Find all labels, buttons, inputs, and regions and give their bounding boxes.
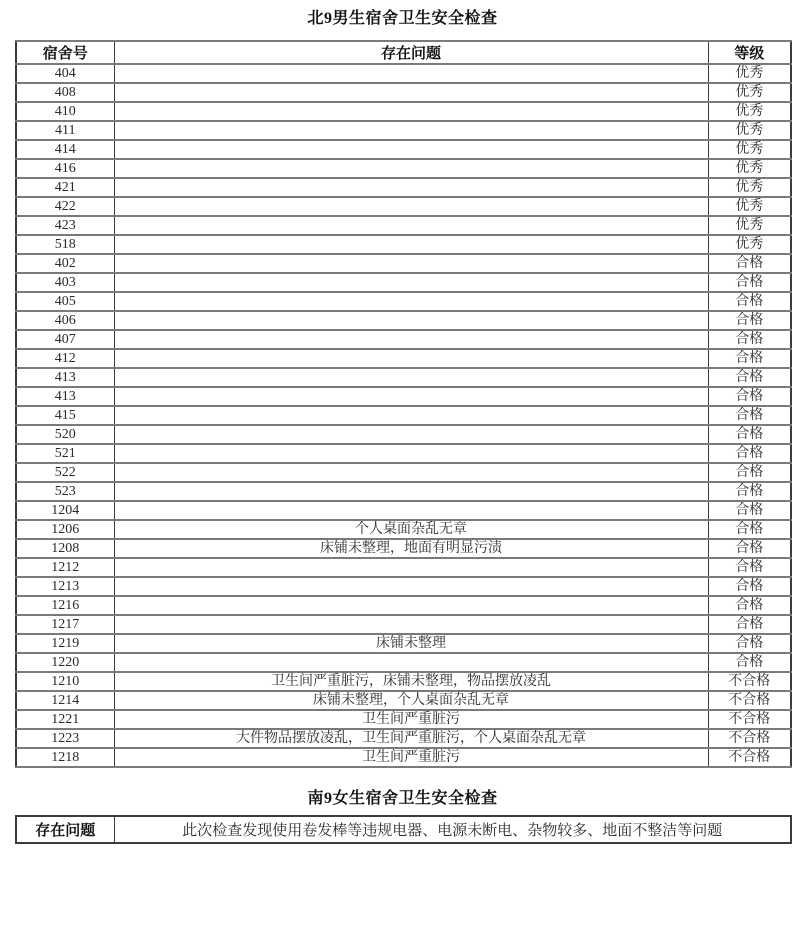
table-row: [16, 634, 791, 653]
grade-cell: 优秀: [708, 102, 791, 121]
table-row: [16, 254, 791, 273]
table-row: [16, 292, 791, 311]
grade-cell: 优秀: [708, 159, 791, 178]
grade-cell: 合格: [708, 368, 791, 387]
room-cell: 416: [16, 159, 114, 178]
problem-cell: 床铺未整理: [114, 634, 708, 653]
room-cell: 1223: [16, 729, 114, 748]
table-row: [16, 558, 791, 577]
grade-cell: 优秀: [708, 235, 791, 254]
problem-cell: [114, 577, 708, 596]
room-cell: 1214: [16, 691, 114, 710]
grade-cell: 优秀: [708, 178, 791, 197]
grade-cell: 合格: [708, 425, 791, 444]
room-cell: 521: [16, 444, 114, 463]
table-row: [16, 520, 791, 539]
grade-cell: 合格: [708, 558, 791, 577]
grade-cell: 不合格: [708, 691, 791, 710]
table-row: [16, 729, 791, 748]
problem-cell: [114, 159, 708, 178]
room-cell: 1208: [16, 539, 114, 558]
problem-cell: [114, 406, 708, 425]
grade-cell: 合格: [708, 501, 791, 520]
grade-cell: 优秀: [708, 197, 791, 216]
grade-cell: 优秀: [708, 216, 791, 235]
problem-cell: [114, 292, 708, 311]
problem-cell: [114, 83, 708, 102]
table-row: [16, 197, 791, 216]
table-row: [16, 501, 791, 520]
grade-cell: 合格: [708, 653, 791, 672]
grade-cell: 合格: [708, 577, 791, 596]
problem-cell: 个人桌面杂乱无章: [114, 520, 708, 539]
room-cell: 522: [16, 463, 114, 482]
room-cell: 1217: [16, 615, 114, 634]
table-row: [16, 216, 791, 235]
room-cell: 1206: [16, 520, 114, 539]
table-row: [16, 748, 791, 767]
table-row: [16, 178, 791, 197]
problem-cell: [114, 140, 708, 159]
table-row: [16, 140, 791, 159]
grade-cell: 合格: [708, 330, 791, 349]
column-header-room: 宿舍号: [16, 41, 114, 64]
problem-cell: [114, 235, 708, 254]
table-row: [16, 235, 791, 254]
grade-cell: 合格: [708, 615, 791, 634]
room-cell: 403: [16, 273, 114, 292]
room-cell: 402: [16, 254, 114, 273]
table-row: [16, 330, 791, 349]
grade-cell: 合格: [708, 349, 791, 368]
problem-cell: [114, 216, 708, 235]
problem-cell: [114, 64, 708, 83]
grade-cell: 合格: [708, 520, 791, 539]
room-cell: 421: [16, 178, 114, 197]
problem-cell: 卫生间严重脏污: [114, 748, 708, 767]
table-row: [16, 64, 791, 83]
room-cell: 1220: [16, 653, 114, 672]
room-cell: 520: [16, 425, 114, 444]
table-row: [16, 691, 791, 710]
grade-cell: 合格: [708, 273, 791, 292]
table-row: [16, 425, 791, 444]
table-row: [16, 463, 791, 482]
problem-cell: [114, 197, 708, 216]
problem-cell: [114, 425, 708, 444]
grade-cell: 不合格: [708, 748, 791, 767]
room-cell: 415: [16, 406, 114, 425]
problem-cell: [114, 273, 708, 292]
room-cell: 422: [16, 197, 114, 216]
room-cell: 1210: [16, 672, 114, 691]
grade-cell: 优秀: [708, 64, 791, 83]
room-cell: 414: [16, 140, 114, 159]
room-cell: 523: [16, 482, 114, 501]
table-row: [16, 444, 791, 463]
north-inspection-table: [15, 40, 792, 768]
room-cell: 406: [16, 311, 114, 330]
grade-cell: 合格: [708, 539, 791, 558]
room-cell: 405: [16, 292, 114, 311]
grade-cell: 不合格: [708, 672, 791, 691]
table-row: [16, 539, 791, 558]
south-summary-table: [15, 815, 792, 844]
problem-cell: 卫生间严重脏污: [114, 710, 708, 729]
summary-content: 此次检查发现使用卷发棒等违规电器、电源未断电、杂物较多、地面不整洁等问题: [114, 816, 791, 843]
table-row: [16, 577, 791, 596]
problem-cell: [114, 349, 708, 368]
grade-cell: 合格: [708, 292, 791, 311]
problem-cell: [114, 102, 708, 121]
grade-cell: 合格: [708, 634, 791, 653]
table-row: [16, 672, 791, 691]
grade-cell: 合格: [708, 311, 791, 330]
room-cell: 1204: [16, 501, 114, 520]
table-row: [16, 387, 791, 406]
problem-cell: [114, 482, 708, 501]
column-header-problem: 存在问题: [114, 41, 708, 64]
problem-cell: [114, 121, 708, 140]
problem-cell: [114, 596, 708, 615]
grade-cell: 合格: [708, 482, 791, 501]
column-header-grade: 等级: [708, 41, 791, 64]
room-cell: 1219: [16, 634, 114, 653]
room-cell: 1218: [16, 748, 114, 767]
north-table-title: 北9男生宿舍卫生安全检查: [307, 10, 498, 27]
table-row: [16, 482, 791, 501]
room-cell: 1221: [16, 710, 114, 729]
problem-cell: [114, 444, 708, 463]
table-row: [16, 615, 791, 634]
south-table-title: 南9女生宿舍卫生安全检查: [307, 790, 498, 807]
room-cell: 1212: [16, 558, 114, 577]
table-row: [16, 368, 791, 387]
problem-cell: [114, 368, 708, 387]
grade-cell: 不合格: [708, 710, 791, 729]
table-row: [16, 121, 791, 140]
problem-cell: [114, 501, 708, 520]
table-row: [16, 102, 791, 121]
grade-cell: 优秀: [708, 83, 791, 102]
table-row: [16, 653, 791, 672]
grade-cell: 合格: [708, 387, 791, 406]
room-cell: 518: [16, 235, 114, 254]
room-cell: 404: [16, 64, 114, 83]
grade-cell: 合格: [708, 254, 791, 273]
room-cell: 413: [16, 368, 114, 387]
problem-cell: 卫生间严重脏污，床铺未整理，物品摆放凌乱: [114, 672, 708, 691]
room-cell: 408: [16, 83, 114, 102]
problem-cell: 床铺未整理，个人桌面杂乱无章: [114, 691, 708, 710]
header-row: [16, 41, 791, 64]
table-row: [16, 273, 791, 292]
table-row: [16, 83, 791, 102]
grade-cell: 合格: [708, 596, 791, 615]
summary-row: [16, 816, 791, 843]
room-cell: 407: [16, 330, 114, 349]
grade-cell: 优秀: [708, 121, 791, 140]
grade-cell: 不合格: [708, 729, 791, 748]
room-cell: 1213: [16, 577, 114, 596]
room-cell: 413: [16, 387, 114, 406]
grade-cell: 优秀: [708, 140, 791, 159]
problem-cell: [114, 387, 708, 406]
problem-cell: [114, 178, 708, 197]
table-row: [16, 349, 791, 368]
problem-cell: [114, 653, 708, 672]
room-cell: 1216: [16, 596, 114, 615]
problem-cell: 床铺未整理，地面有明显污渍: [114, 539, 708, 558]
room-cell: 423: [16, 216, 114, 235]
grade-cell: 合格: [708, 444, 791, 463]
room-cell: 410: [16, 102, 114, 121]
problem-cell: [114, 558, 708, 577]
problem-cell: [114, 254, 708, 273]
room-cell: 411: [16, 121, 114, 140]
problem-cell: 大件物品摆放凌乱，卫生间严重脏污，个人桌面杂乱无章: [114, 729, 708, 748]
problem-cell: [114, 615, 708, 634]
problem-cell: [114, 330, 708, 349]
table-row: [16, 710, 791, 729]
problem-cell: [114, 311, 708, 330]
table-row: [16, 311, 791, 330]
table-row: [16, 596, 791, 615]
grade-cell: 合格: [708, 463, 791, 482]
problem-cell: [114, 463, 708, 482]
table-row: [16, 159, 791, 178]
table-row: [16, 406, 791, 425]
grade-cell: 合格: [708, 406, 791, 425]
summary-label: 存在问题: [16, 816, 114, 843]
room-cell: 412: [16, 349, 114, 368]
